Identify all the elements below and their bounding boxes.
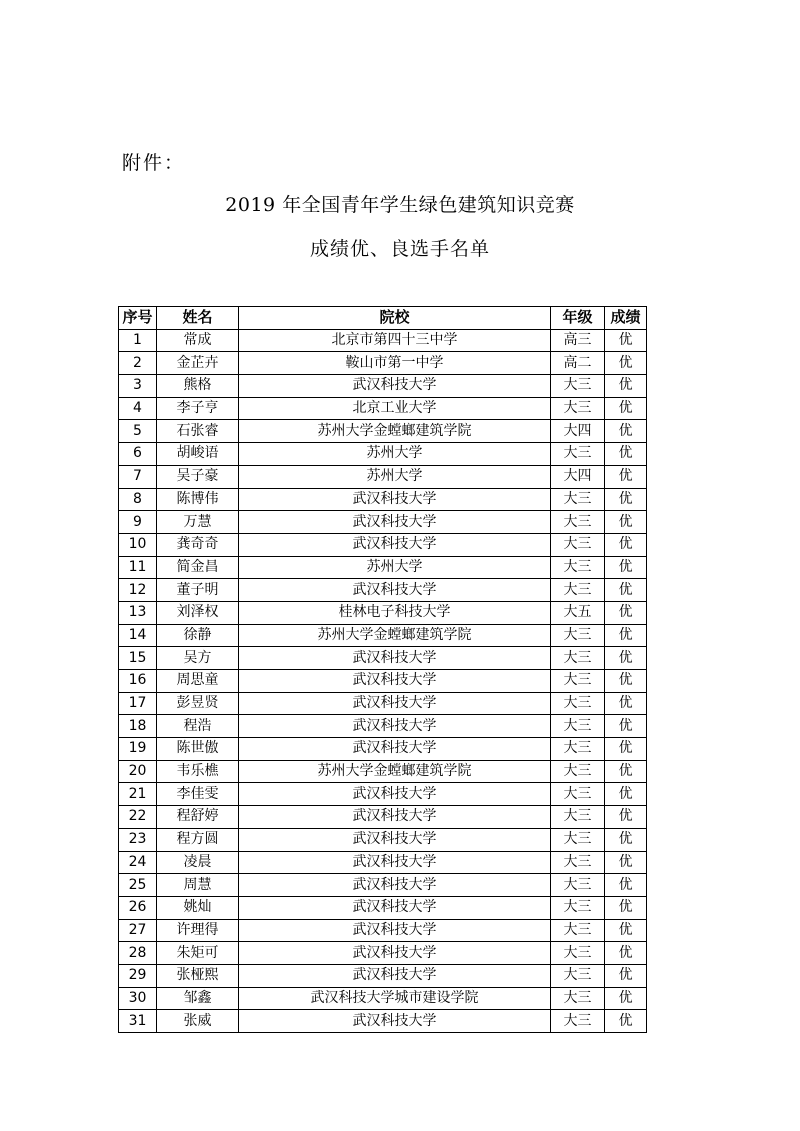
- score-rating: 优: [605, 919, 647, 942]
- grade-level: 大三: [551, 397, 605, 420]
- table-row: [119, 692, 647, 715]
- school-name: 武汉科技大学: [239, 919, 551, 942]
- row-number: 2: [119, 352, 157, 375]
- table-row: [119, 397, 647, 420]
- student-name: 石张睿: [157, 420, 239, 443]
- score-rating: 优: [605, 511, 647, 534]
- score-rating: 优: [605, 828, 647, 851]
- score-rating: 优: [605, 942, 647, 965]
- grade-level: 大三: [551, 760, 605, 783]
- grade-level: 大四: [551, 465, 605, 488]
- table-row: [119, 1010, 647, 1033]
- table-row: [119, 738, 647, 761]
- row-number: 31: [119, 1010, 157, 1033]
- score-rating: 优: [605, 420, 647, 443]
- student-name: 陈博伟: [157, 488, 239, 511]
- row-number: 3: [119, 375, 157, 398]
- grade-level: 大三: [551, 624, 605, 647]
- school-name: 武汉科技大学: [239, 964, 551, 987]
- student-name: 凌晨: [157, 851, 239, 874]
- score-rating: 优: [605, 624, 647, 647]
- school-name: 武汉科技大学: [239, 488, 551, 511]
- student-name: 许理得: [157, 919, 239, 942]
- table-row: [119, 828, 647, 851]
- table-row: [119, 715, 647, 738]
- school-name: 武汉科技大学: [239, 738, 551, 761]
- score-rating: 优: [605, 397, 647, 420]
- student-name: 程浩: [157, 715, 239, 738]
- row-number: 24: [119, 851, 157, 874]
- school-name: 武汉科技大学: [239, 783, 551, 806]
- student-name: 吴方: [157, 647, 239, 670]
- row-number: 16: [119, 670, 157, 693]
- student-name: 李佳雯: [157, 783, 239, 806]
- score-rating: 优: [605, 443, 647, 466]
- grade-level: 大三: [551, 647, 605, 670]
- school-name: 武汉科技大学: [239, 647, 551, 670]
- school-name: 武汉科技大学: [239, 874, 551, 897]
- school-name: 武汉科技大学: [239, 511, 551, 534]
- school-name: 武汉科技大学: [239, 828, 551, 851]
- table-row: [119, 964, 647, 987]
- school-name: 武汉科技大学: [239, 851, 551, 874]
- table-row: [119, 647, 647, 670]
- student-name: 周思童: [157, 670, 239, 693]
- row-number: 28: [119, 942, 157, 965]
- school-name: 武汉科技大学: [239, 670, 551, 693]
- grade-level: 大三: [551, 806, 605, 829]
- student-name: 熊格: [157, 375, 239, 398]
- score-rating: 优: [605, 783, 647, 806]
- table-row: [119, 352, 647, 375]
- student-name: 李子亨: [157, 397, 239, 420]
- student-name: 吴子豪: [157, 465, 239, 488]
- grade-level: 大三: [551, 488, 605, 511]
- row-number: 5: [119, 420, 157, 443]
- table-header-row: [119, 307, 647, 330]
- student-name: 张威: [157, 1010, 239, 1033]
- row-number: 13: [119, 601, 157, 624]
- score-rating: 优: [605, 647, 647, 670]
- score-rating: 优: [605, 375, 647, 398]
- row-number: 7: [119, 465, 157, 488]
- row-number: 19: [119, 738, 157, 761]
- row-number: 20: [119, 760, 157, 783]
- student-name: 彭昱贤: [157, 692, 239, 715]
- table-row: [119, 420, 647, 443]
- grade-level: 大三: [551, 670, 605, 693]
- table-row: [119, 488, 647, 511]
- student-name: 程舒婷: [157, 806, 239, 829]
- student-name: 刘泽权: [157, 601, 239, 624]
- school-name: 武汉科技大学: [239, 579, 551, 602]
- score-rating: 优: [605, 806, 647, 829]
- document-title: 2019 年全国青年学生绿色建筑知识竞赛: [225, 194, 575, 216]
- document-subtitle: 成绩优、良选手名单: [309, 238, 490, 260]
- score-rating: 优: [605, 896, 647, 919]
- grade-level: 大三: [551, 692, 605, 715]
- score-rating: 优: [605, 692, 647, 715]
- score-rating: 优: [605, 556, 647, 579]
- table-row: [119, 806, 647, 829]
- row-number: 26: [119, 896, 157, 919]
- grade-level: 大三: [551, 874, 605, 897]
- grade-level: 大五: [551, 601, 605, 624]
- school-name: 武汉科技大学: [239, 715, 551, 738]
- header-score: 成绩: [605, 307, 647, 330]
- score-rating: 优: [605, 1010, 647, 1033]
- student-name: 朱矩可: [157, 942, 239, 965]
- student-name: 徐静: [157, 624, 239, 647]
- school-name: 苏州大学: [239, 556, 551, 579]
- student-name: 邹鑫: [157, 987, 239, 1010]
- school-name: 苏州大学金螳螂建筑学院: [239, 420, 551, 443]
- school-name: 武汉科技大学: [239, 806, 551, 829]
- score-rating: 优: [605, 465, 647, 488]
- grade-level: 大三: [551, 1010, 605, 1033]
- school-name: 鞍山市第一中学: [239, 352, 551, 375]
- table-row: [119, 670, 647, 693]
- school-name: 武汉科技大学: [239, 896, 551, 919]
- score-rating: 优: [605, 579, 647, 602]
- row-number: 25: [119, 874, 157, 897]
- table-row: [119, 896, 647, 919]
- school-name: 北京工业大学: [239, 397, 551, 420]
- student-name: 万慧: [157, 511, 239, 534]
- table-row: [119, 329, 647, 352]
- student-name: 常成: [157, 329, 239, 352]
- student-name: 龚奇奇: [157, 533, 239, 556]
- grade-level: 大三: [551, 783, 605, 806]
- grade-level: 大三: [551, 511, 605, 534]
- score-rating: 优: [605, 964, 647, 987]
- row-number: 1: [119, 329, 157, 352]
- grade-level: 大三: [551, 533, 605, 556]
- score-rating: 优: [605, 715, 647, 738]
- table-row: [119, 851, 647, 874]
- student-name: 张桠熙: [157, 964, 239, 987]
- score-rating: 优: [605, 874, 647, 897]
- grade-level: 大三: [551, 851, 605, 874]
- row-number: 8: [119, 488, 157, 511]
- grade-level: 大三: [551, 443, 605, 466]
- school-name: 苏州大学: [239, 443, 551, 466]
- student-name: 韦乐樵: [157, 760, 239, 783]
- student-name: 简金昌: [157, 556, 239, 579]
- row-number: 18: [119, 715, 157, 738]
- score-rating: 优: [605, 851, 647, 874]
- student-name: 金芷卉: [157, 352, 239, 375]
- grade-level: 高三: [551, 329, 605, 352]
- table-row: [119, 601, 647, 624]
- grade-level: 大三: [551, 828, 605, 851]
- grade-level: 大三: [551, 919, 605, 942]
- score-rating: 优: [605, 738, 647, 761]
- header-number: 序号: [119, 307, 157, 330]
- score-rating: 优: [605, 352, 647, 375]
- student-name: 董子明: [157, 579, 239, 602]
- score-rating: 优: [605, 533, 647, 556]
- student-name: 姚灿: [157, 896, 239, 919]
- grade-level: 高二: [551, 352, 605, 375]
- row-number: 12: [119, 579, 157, 602]
- grade-level: 大三: [551, 942, 605, 965]
- row-number: 22: [119, 806, 157, 829]
- table-row: [119, 987, 647, 1010]
- score-rating: 优: [605, 987, 647, 1010]
- row-number: 27: [119, 919, 157, 942]
- grade-level: 大三: [551, 964, 605, 987]
- school-name: 武汉科技大学: [239, 692, 551, 715]
- header-grade: 年级: [551, 307, 605, 330]
- grade-level: 大三: [551, 579, 605, 602]
- school-name: 武汉科技大学: [239, 375, 551, 398]
- table-row: [119, 919, 647, 942]
- table-body: [119, 329, 647, 1032]
- grade-level: 大三: [551, 896, 605, 919]
- table-row: [119, 556, 647, 579]
- student-name: 陈世傲: [157, 738, 239, 761]
- attachment-label: 附件：: [122, 152, 186, 174]
- score-rating: 优: [605, 488, 647, 511]
- school-name: 苏州大学金螳螂建筑学院: [239, 760, 551, 783]
- row-number: 17: [119, 692, 157, 715]
- student-name: 程方圆: [157, 828, 239, 851]
- row-number: 11: [119, 556, 157, 579]
- header-school: 院校: [239, 307, 551, 330]
- table-row: [119, 443, 647, 466]
- table-row: [119, 874, 647, 897]
- row-number: 29: [119, 964, 157, 987]
- student-name: 胡峻语: [157, 443, 239, 466]
- school-name: 苏州大学: [239, 465, 551, 488]
- table-row: [119, 760, 647, 783]
- table-row: [119, 511, 647, 534]
- grade-level: 大三: [551, 556, 605, 579]
- table-row: [119, 579, 647, 602]
- score-rating: 优: [605, 670, 647, 693]
- score-rating: 优: [605, 329, 647, 352]
- header-name: 姓名: [157, 307, 239, 330]
- table-row: [119, 783, 647, 806]
- score-rating: 优: [605, 601, 647, 624]
- grade-level: 大三: [551, 738, 605, 761]
- grade-level: 大三: [551, 715, 605, 738]
- results-table: [118, 306, 647, 1033]
- row-number: 21: [119, 783, 157, 806]
- school-name: 武汉科技大学城市建设学院: [239, 987, 551, 1010]
- table-row: [119, 375, 647, 398]
- grade-level: 大四: [551, 420, 605, 443]
- grade-level: 大三: [551, 375, 605, 398]
- table-row: [119, 624, 647, 647]
- table-row: [119, 942, 647, 965]
- row-number: 14: [119, 624, 157, 647]
- row-number: 6: [119, 443, 157, 466]
- school-name: 苏州大学金螳螂建筑学院: [239, 624, 551, 647]
- row-number: 30: [119, 987, 157, 1010]
- table-row: [119, 465, 647, 488]
- student-name: 周慧: [157, 874, 239, 897]
- row-number: 15: [119, 647, 157, 670]
- school-name: 北京市第四十三中学: [239, 329, 551, 352]
- row-number: 10: [119, 533, 157, 556]
- school-name: 武汉科技大学: [239, 942, 551, 965]
- score-rating: 优: [605, 760, 647, 783]
- school-name: 武汉科技大学: [239, 1010, 551, 1033]
- row-number: 23: [119, 828, 157, 851]
- school-name: 桂林电子科技大学: [239, 601, 551, 624]
- school-name: 武汉科技大学: [239, 533, 551, 556]
- row-number: 9: [119, 511, 157, 534]
- row-number: 4: [119, 397, 157, 420]
- table-row: [119, 533, 647, 556]
- grade-level: 大三: [551, 987, 605, 1010]
